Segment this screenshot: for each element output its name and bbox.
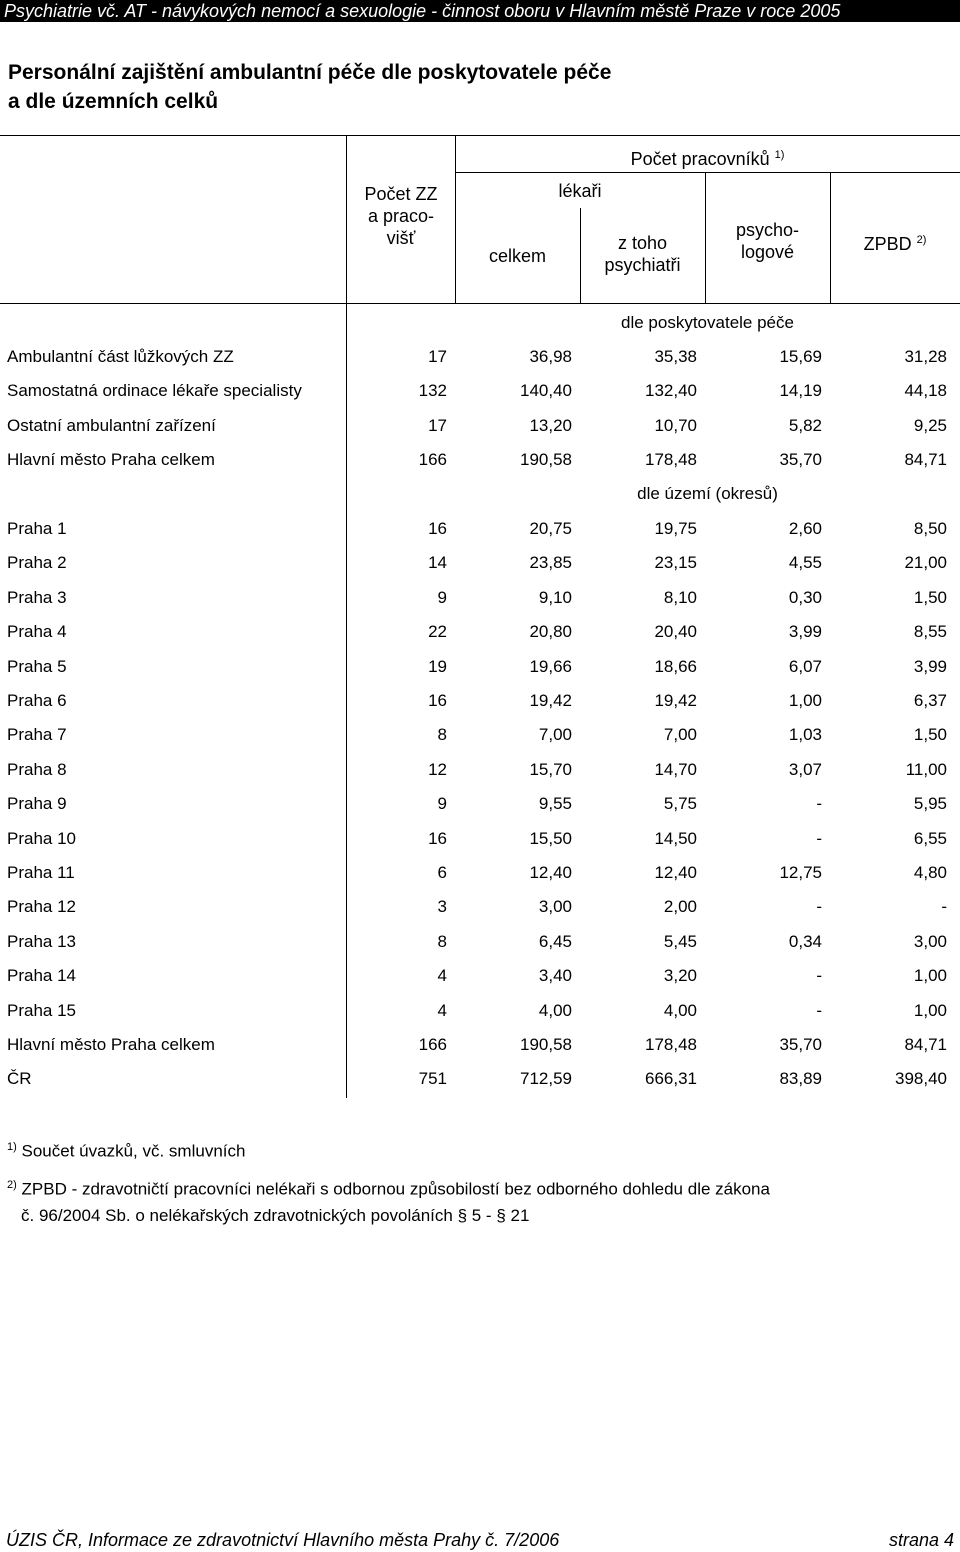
cell-value: 16 <box>428 829 447 848</box>
section-heading: dle poskytovatele péče <box>621 313 794 332</box>
cell-value: 35,38 <box>654 347 697 366</box>
page-title <box>8 58 611 116</box>
cell-value: 6,37 <box>913 691 947 710</box>
cell-value: 9 <box>437 588 447 607</box>
cell-value: - <box>816 966 822 985</box>
column-header-psychiatrists: z toho psychiatři <box>604 233 681 275</box>
cell-value: 23,85 <box>529 553 572 572</box>
row-label: Praha 13 <box>7 932 76 951</box>
row-label: Praha 5 <box>7 657 67 676</box>
cell-value: 19,75 <box>654 519 697 538</box>
row-label: Praha 10 <box>7 829 76 848</box>
cell-value: 10,70 <box>654 416 697 435</box>
cell-value: 4,00 <box>663 1001 697 1020</box>
cell-value: 5,82 <box>788 416 822 435</box>
cell-value: 16 <box>428 691 447 710</box>
row-label: Praha 2 <box>7 553 67 572</box>
row-label: Praha 8 <box>7 760 67 779</box>
cell-value: 6,07 <box>788 657 822 676</box>
cell-value: 3,40 <box>538 966 572 985</box>
row-label: Praha 14 <box>7 966 76 985</box>
cell-value: 12 <box>428 760 447 779</box>
cell-value: - <box>816 794 822 813</box>
cell-value: 84,71 <box>904 1035 947 1054</box>
cell-value: 9 <box>437 794 447 813</box>
cell-value: 4,55 <box>788 553 822 572</box>
column-rule-1 <box>346 136 347 1098</box>
row-label: Praha 3 <box>7 588 67 607</box>
cell-value: 132,40 <box>645 381 697 400</box>
cell-value: 3,00 <box>538 897 572 916</box>
cell-value: - <box>816 1001 822 1020</box>
cell-value: 8 <box>437 932 447 951</box>
cell-value: 4 <box>437 966 447 985</box>
cell-value: 35,70 <box>779 1035 822 1054</box>
column-header-doctors: lékaři <box>558 181 602 201</box>
cell-value: 0,34 <box>788 932 822 951</box>
row-label: Ostatní ambulantní zařízení <box>7 416 216 435</box>
cell-value: 15,50 <box>529 829 572 848</box>
cell-value: 21,00 <box>904 553 947 572</box>
cell-value: 666,31 <box>645 1069 697 1088</box>
cell-value: 3,07 <box>788 760 822 779</box>
section-heading: dle území (okresů) <box>637 484 778 503</box>
cell-value: 5,95 <box>913 794 947 813</box>
title-line-2: a dle územních celků <box>8 90 219 113</box>
cell-value: 2,00 <box>663 897 697 916</box>
cell-value: 20,75 <box>529 519 572 538</box>
footnote-2: $^{2)}$ ZPBD - zdravotničtí pracovníci nelékaři s odbornou způsobilostí bez odborného dohledu dle zákona č. 96/2004 Sb. o nelékařských zdravotnických povoláních § 5 - § 21 <box>7 1179 770 1225</box>
cell-value: 9,10 <box>538 588 572 607</box>
cell-value: 12,40 <box>529 863 572 882</box>
cell-value: 8,55 <box>913 622 947 641</box>
cell-value: 15,70 <box>529 760 572 779</box>
cell-value: 11,00 <box>905 760 947 779</box>
cell-value: 3,99 <box>788 622 822 641</box>
cell-value: 166 <box>418 450 447 469</box>
row-label: Praha 15 <box>7 1001 76 1020</box>
title-line-1: Personální zajištění ambulantní péče dle poskytovatele péče <box>8 61 612 84</box>
cell-value: 14,70 <box>654 760 697 779</box>
cell-value: 20,40 <box>654 622 697 641</box>
cell-value: 751 <box>418 1069 447 1088</box>
header-bottom-rule <box>0 303 960 304</box>
cell-value: 1,00 <box>788 691 822 710</box>
cell-value: 7,00 <box>663 725 697 744</box>
cell-value: 17 <box>428 416 447 435</box>
document-header-bar: Psychiatrie vč. AT - návykových nemocí a sexuologie - činnost oboru v Hlavním městě Praze v roce 2005 <box>0 0 960 22</box>
cell-value: 178,48 <box>645 1035 697 1054</box>
cell-value: 398,40 <box>895 1069 947 1088</box>
cell-value: 14 <box>428 553 447 572</box>
cell-value: 7,00 <box>538 725 572 744</box>
page-footer <box>0 1530 960 1552</box>
cell-value: 23,15 <box>654 553 697 572</box>
cell-value: 1,50 <box>913 588 947 607</box>
cell-value: 3,99 <box>913 657 947 676</box>
row-label: Hlavní město Praha celkem <box>7 450 215 469</box>
cell-value: 14,50 <box>654 829 697 848</box>
page-number: strana 4 <box>888 1530 954 1550</box>
cell-value: 712,59 <box>520 1069 572 1088</box>
row-label: Ambulantní část lůžkových ZZ <box>7 347 234 366</box>
row-label: ČR <box>7 1069 32 1088</box>
cell-value: 15,69 <box>779 347 822 366</box>
cell-value: 5,45 <box>663 932 697 951</box>
cell-value: 22 <box>428 622 447 641</box>
row-label: Praha 6 <box>7 691 67 710</box>
cell-value: 8 <box>437 725 447 744</box>
cell-value: 1,00 <box>913 966 947 985</box>
row-label: Samostatná ordinace lékaře specialisty <box>7 381 302 400</box>
column-header-psychologists: psycho- logové <box>735 220 800 262</box>
cell-value: 14,19 <box>779 381 822 400</box>
cell-value: 2,60 <box>788 519 822 538</box>
cell-value: 4 <box>437 1001 447 1020</box>
cell-value: 5,75 <box>663 794 697 813</box>
cell-value: 6,45 <box>538 932 572 951</box>
cell-value: 36,98 <box>529 347 572 366</box>
cell-value: 18,66 <box>654 657 697 676</box>
cell-value: 1,00 <box>913 1001 947 1020</box>
cell-value: 35,70 <box>779 450 822 469</box>
cell-value: 1,50 <box>913 725 947 744</box>
cell-value: 1,03 <box>788 725 822 744</box>
cell-value: 0,30 <box>788 588 822 607</box>
cell-value: 6,55 <box>913 829 947 848</box>
cell-value: 132 <box>418 381 447 400</box>
row-label: Praha 9 <box>7 794 67 813</box>
cell-value: 83,89 <box>779 1069 822 1088</box>
column-header-zz: Počet ZZ a praco- višť <box>364 184 438 248</box>
workers-group-rule <box>455 172 960 173</box>
row-label: Hlavní město Praha celkem <box>7 1035 215 1054</box>
row-label: Praha 11 <box>7 863 75 882</box>
cell-value: 20,80 <box>529 622 572 641</box>
cell-value: - <box>941 897 947 916</box>
cell-value: 190,58 <box>520 1035 572 1054</box>
row-label: Praha 1 <box>7 519 67 538</box>
cell-value: 3,00 <box>913 932 947 951</box>
cell-value: 19,42 <box>654 691 697 710</box>
cell-value: 166 <box>418 1035 447 1054</box>
cell-value: 17 <box>428 347 447 366</box>
cell-value: 44,18 <box>904 381 947 400</box>
cell-value: 12,75 <box>779 863 822 882</box>
cell-value: 13,20 <box>529 416 572 435</box>
row-label: Praha 12 <box>7 897 76 916</box>
cell-value: 19,42 <box>529 691 572 710</box>
column-header-zpbd: ZPBD $^{2)}$ <box>863 234 927 254</box>
cell-value: 8,10 <box>663 588 697 607</box>
cell-value: - <box>816 897 822 916</box>
column-header-workers: Počet pracovníků $^{1)}$ <box>630 149 785 169</box>
footer-source: ÚZIS ČR, Informace ze zdravotnictví Hlavního města Prahy č. 7/2006 <box>6 1530 560 1550</box>
cell-value: - <box>816 829 822 848</box>
cell-value: 4,00 <box>538 1001 572 1020</box>
cell-value: 19 <box>428 657 447 676</box>
cell-value: 190,58 <box>520 450 572 469</box>
cell-value: 16 <box>428 519 447 538</box>
column-header-total: celkem <box>488 246 546 266</box>
cell-value: 178,48 <box>645 450 697 469</box>
cell-value: 12,40 <box>654 863 697 882</box>
cell-value: 9,25 <box>913 416 947 435</box>
cell-value: 4,80 <box>913 863 947 882</box>
cell-value: 140,40 <box>520 381 572 400</box>
footnote-1: $^{1)}$ Součet úvazků, vč. smluvních <box>7 1141 246 1161</box>
row-label: Praha 4 <box>7 622 67 641</box>
cell-value: 19,66 <box>529 657 572 676</box>
table-top-rule <box>0 135 960 136</box>
cell-value: 3 <box>437 897 447 916</box>
cell-value: 6 <box>437 863 447 882</box>
row-label: Praha 7 <box>7 725 67 744</box>
cell-value: 84,71 <box>904 450 947 469</box>
cell-value: 9,55 <box>538 794 572 813</box>
cell-value: 31,28 <box>904 347 947 366</box>
cell-value: 8,50 <box>913 519 947 538</box>
cell-value: 3,20 <box>663 966 697 985</box>
